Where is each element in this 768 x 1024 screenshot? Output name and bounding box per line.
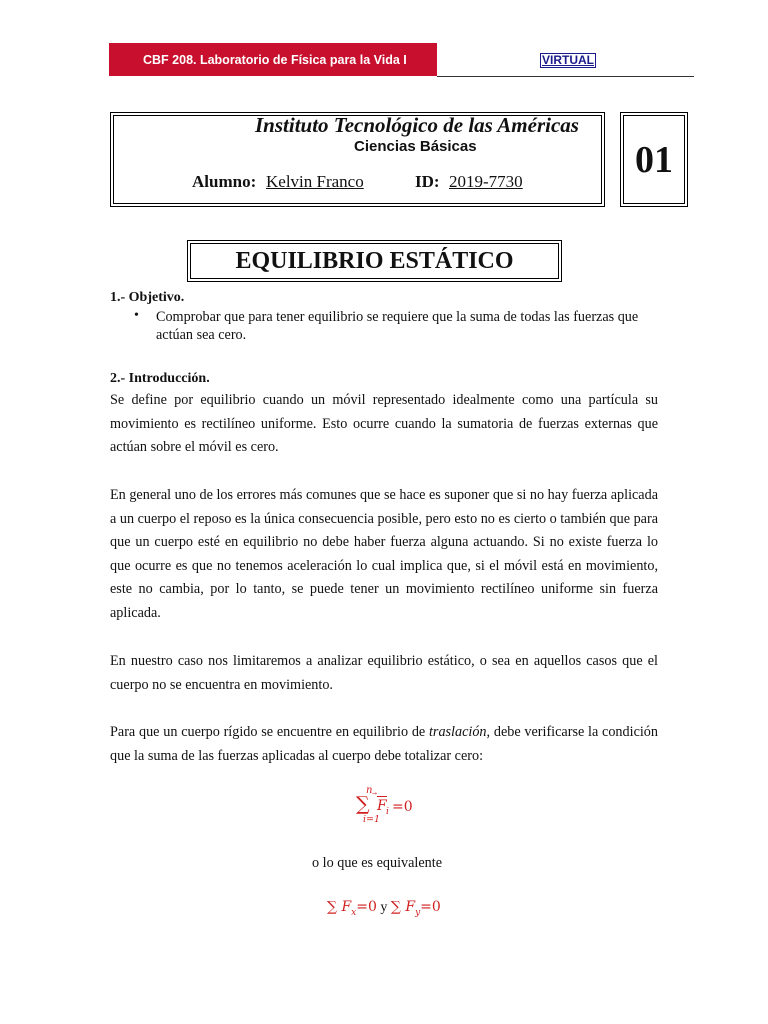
student-name: Kelvin Franco [266,172,364,191]
institute-name: Instituto Tecnológico de las Américas [255,113,579,137]
fx-equals: =0 [356,899,377,915]
conjunction: y [376,900,391,915]
translation-pre: Para que un cuerpo rígido se encuentre en equilibrio de [110,724,429,740]
fy-equals: =0 [420,899,441,915]
objective-text: Comprobar que para tener equilibrio se requiere que la suma de todas las fuerzas que actúan sea cero. [156,309,639,343]
fy-label: ∑ F [390,899,416,915]
paragraph: Se define por equilibrio cuando un móvil representado idealmente como una partícula su movimiento es rectilíneo uniforme. Esto ocurre cuando la sumatoria de fuerzas externas que actúan sobre el móvil es cero. [110,392,658,456]
intro-paragraph-3 [110,650,658,697]
translation-post: , debe verificarse la condición que la suma de las fuerzas aplicadas al cuerpo debe totalizar cero: [110,724,658,764]
header-rule [437,76,694,77]
bullet-icon: • [134,308,139,323]
student-label: Alumno: [192,172,257,191]
objective-heading: 1.- Objetivo. [110,290,185,305]
paragraph [110,721,658,768]
fx-subscript: x [351,907,357,918]
translation-word: traslación [428,724,487,740]
paragraph: En general uno de los errores más comunes que se hace es suponer que si no hay fuerza aplicada a un cuerpo el reposo es la única consecuencia posible, pero esto no es cierto o también que para que un cuerpo esté en equilibrio no debe haber fuerza alguna actuando. Si no existe fuerza lo que ocurre es que no tenemos aceleración lo cual implica que, si el móvil está en movimiento, este no cambia, por lo tanto, se puede tener un movimiento rectilíneo uniforme sin fuerza aplicada. [110,487,658,621]
arrow-bar-icon [377,796,387,797]
course-title: CBF 208. Laboratorio de Física para la Vida I [143,52,407,67]
intro-paragraph-4 [110,721,658,768]
force-symbol: F [377,798,387,814]
document-title: EQUILIBRIO ESTÁTICO [187,240,562,282]
department-name: Ciencias Básicas [354,138,477,155]
id-label: ID: [415,172,440,191]
sum-upper: n [366,785,373,796]
component-forces-formula [327,899,441,918]
intro-heading: 2.- Introducción. [110,371,210,386]
virtual-label[interactable]: VIRTUAL [542,53,594,67]
sum-lower: i=1 [363,814,381,825]
practice-number: 01 [620,112,688,207]
fx-label: ∑ F [327,899,352,915]
id-value: 2019-7730 [449,172,523,191]
course-header-bar [109,43,437,76]
intro-paragraph-2 [110,484,658,626]
force-subscript: i [386,807,389,817]
equals-zero: =0 [392,799,413,815]
paragraph: En nuestro caso nos limitaremos a analizar equilibrio estático, o sea en aquellos casos que el cuerpo no se encuentra en movimiento. [110,653,658,693]
equivalent-text: o lo que es equivalente [312,855,443,871]
fy-subscript: y [415,907,421,918]
sum-symbol: ∑ [356,793,370,815]
sum-forces-formula [356,785,426,827]
intro-paragraph-1 [110,389,658,460]
